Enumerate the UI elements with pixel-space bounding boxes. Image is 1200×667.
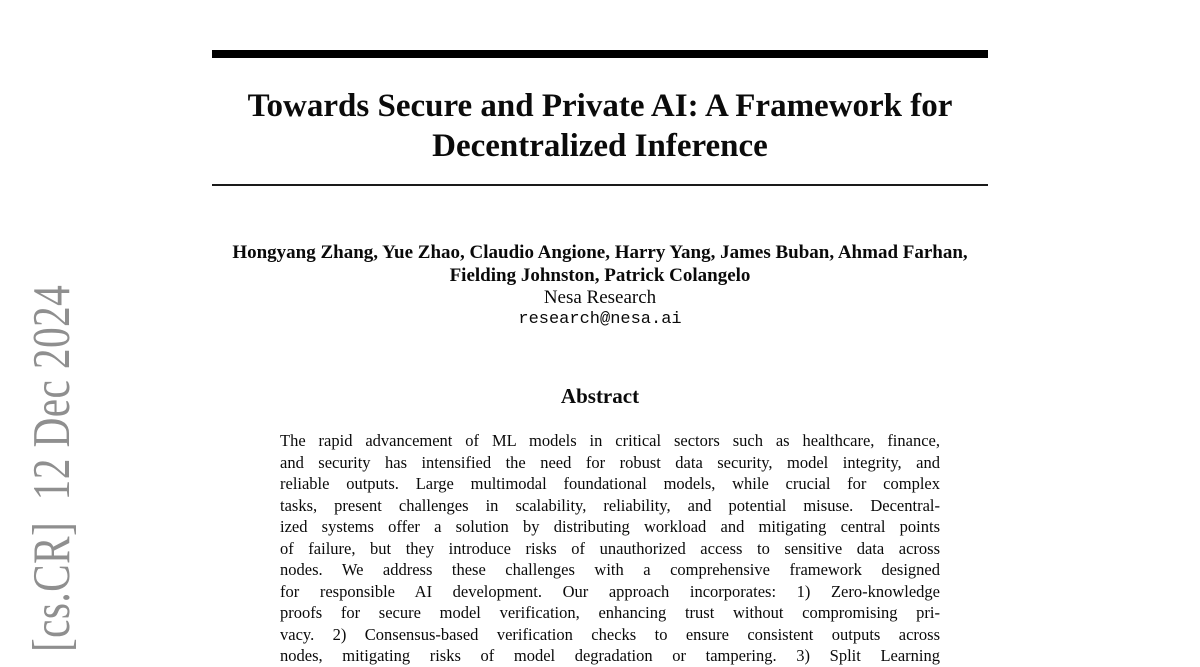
abstract-line: tasks, present challenges in scalability, reliability, and potential misuse. Decentral- (280, 495, 940, 515)
paper-title (212, 86, 988, 166)
abstract-line: for responsible AI development. Our approach incorporates: 1) Zero-knowledge (280, 581, 940, 601)
author-line-2: Fielding Johnston, Patrick Colangelo (449, 265, 751, 286)
abstract-body (280, 430, 940, 667)
abstract-line: ized systems offer a solution by distributing workload and mitigating central points (280, 517, 940, 536)
contact-email: research@nesa.ai (518, 310, 682, 329)
abstract-line: nodes. We address these challenges with a comprehensive framework designed (280, 560, 940, 579)
abstract-line: proofs for secure model verification, enhancing trust without compromising pri- (280, 603, 940, 622)
abstract-line: The rapid advancement of ML models in critical sectors such as healthcare, finance, (280, 431, 940, 450)
abstract-line: vacy. 2) Consensus-based verification checks to ensure consistent outputs across (280, 624, 940, 644)
title-rule-top (212, 50, 988, 58)
arxiv-category-date-watermark: [cs.CR] 12 Dec 2024 (23, 284, 81, 652)
abstract-line: of failure, but they introduce risks of unauthorized access to sensitive data across (280, 538, 940, 558)
abstract-line: and security has intensified the need for robust data security, model integrity, and (280, 452, 940, 472)
author-line-1: Hongyang Zhang, Yue Zhao, Claudio Angione, Harry Yang, James Buban, Ahmad Farhan, (232, 242, 968, 263)
front-matter (190, 241, 1010, 330)
title-rule-bottom (212, 184, 988, 186)
abstract-heading: Abstract (560, 384, 640, 408)
abstract-line: reliable outputs. Large multimodal foundational models, while crucial for complex (280, 474, 940, 493)
paper-title-line-2: Decentralized Inference (432, 128, 768, 164)
abstract-line-clipped: nodes, mitigating risks of model degradation or tampering. 3) Split Learning (280, 646, 940, 665)
paper-title-line-1: Towards Secure and Private AI: A Framework for (247, 88, 953, 124)
affiliation: Nesa Research (543, 287, 657, 308)
